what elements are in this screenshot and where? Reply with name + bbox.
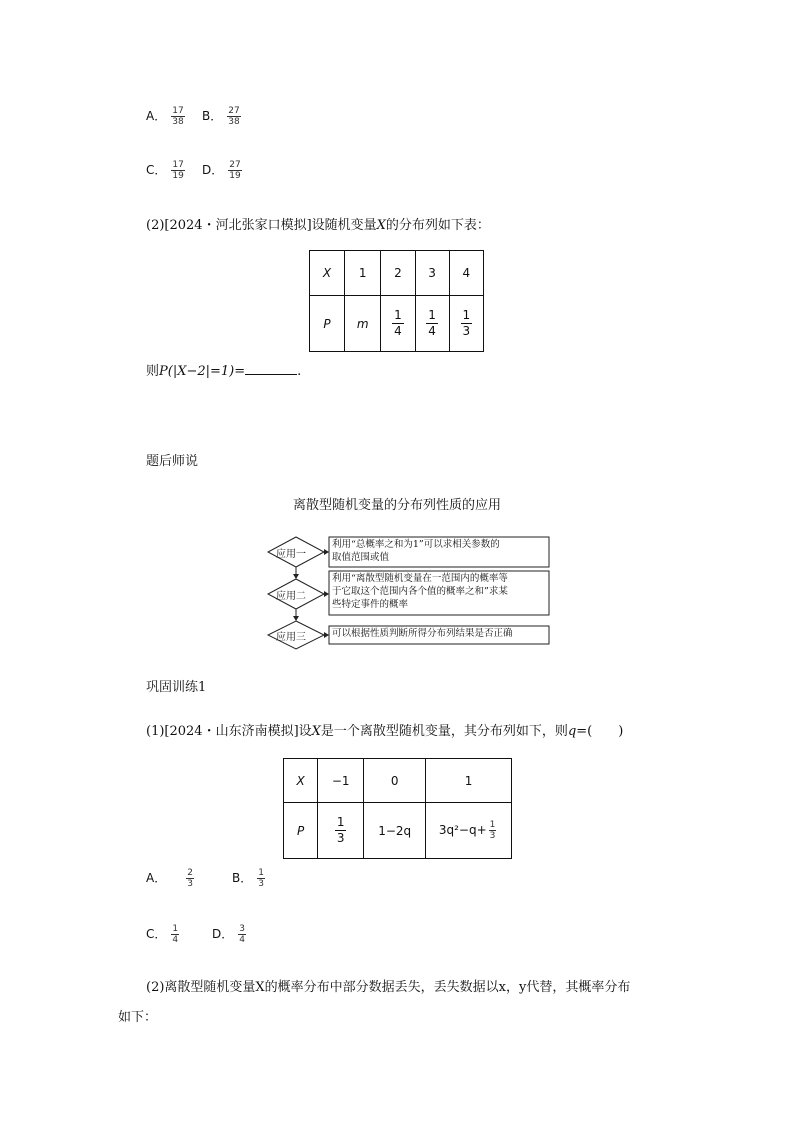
- denominator: 3: [187, 879, 193, 889]
- fraction: [171, 106, 184, 127]
- option-letter: C．: [146, 927, 167, 941]
- box-text-line: 可以根据性质判断所得分布列结果是否正确: [332, 628, 513, 639]
- box-3-text: [332, 627, 546, 640]
- numerator: 17: [172, 160, 184, 170]
- option-letter: D．: [212, 927, 234, 941]
- option-d: [212, 924, 248, 945]
- question-2-ask: [146, 360, 301, 379]
- numerator: 1: [258, 868, 264, 878]
- table-cell: 1: [426, 759, 512, 803]
- table-cell: 0: [364, 759, 426, 803]
- practice-title: 巩固训练1: [146, 680, 207, 695]
- fraction: [489, 820, 497, 841]
- fraction: [392, 308, 404, 339]
- arrow-head: [324, 591, 329, 597]
- fraction: [171, 160, 184, 181]
- option-b: [232, 868, 267, 889]
- denominator: 19: [172, 171, 184, 181]
- question-prefix: (2)[2024・河北张家口模拟]设随机变量: [146, 218, 377, 233]
- table-header-p: P: [310, 296, 345, 352]
- diamond-label-2: 应用二: [276, 591, 306, 602]
- variable: X: [376, 218, 386, 233]
- denominator: 4: [172, 935, 179, 945]
- table-cell: [449, 296, 483, 352]
- denominator: 38: [172, 117, 184, 127]
- table-cell-m: m: [345, 296, 381, 352]
- fraction: [171, 924, 179, 945]
- box-text-line: 取值范围或值: [332, 552, 390, 563]
- distribution-table-1: [309, 250, 484, 352]
- box-text-line: 利用“离散型随机变量在一范围内的概率等: [332, 573, 508, 584]
- table-cell: 2: [381, 251, 415, 296]
- ask-end: .: [297, 364, 302, 379]
- table-header-p: P: [284, 803, 318, 859]
- table-cell: [426, 803, 512, 859]
- box-text-line: 利用“总概率之和为1”可以求相关参数的: [332, 539, 500, 550]
- arrow-head: [293, 574, 299, 579]
- diamond-label-1: 应用一: [276, 549, 306, 560]
- option-a: [146, 868, 196, 889]
- option-c: [146, 160, 187, 181]
- fraction: [227, 106, 240, 127]
- table-cell: −1: [318, 759, 364, 803]
- practice-2-line-2: 如下：: [118, 1010, 158, 1025]
- table-cell: 4: [449, 251, 483, 296]
- option-letter: D．: [202, 163, 224, 177]
- numerator: 1: [428, 308, 436, 322]
- question-2-text: [146, 214, 490, 233]
- option-letter: B．: [202, 109, 223, 123]
- numerator: 17: [172, 106, 184, 116]
- denominator: 3: [336, 831, 345, 845]
- numerator: 2: [187, 868, 193, 878]
- question-middle: 是一个离散型随机变量，其分布列如下，则: [320, 724, 568, 739]
- fraction: [257, 868, 265, 889]
- option-letter: A．: [146, 109, 167, 123]
- denominator: 3: [258, 879, 264, 889]
- option-c: [146, 924, 181, 945]
- arrow-head: [324, 549, 329, 555]
- numerator: 1: [172, 924, 179, 934]
- variable: X: [311, 724, 321, 739]
- box-2-text: [332, 572, 546, 611]
- table-cell: 1: [345, 251, 381, 296]
- fraction: [186, 868, 194, 889]
- option-d: [202, 160, 244, 181]
- option-letter: A．: [146, 871, 167, 885]
- denominator: 3: [489, 831, 496, 841]
- practice-1-text: [146, 720, 623, 739]
- fraction: [238, 924, 246, 945]
- diagram-title: 离散型随机变量的分布列性质的应用: [292, 498, 501, 513]
- numerator: 1: [462, 308, 471, 322]
- fraction: [335, 815, 347, 846]
- ask-prefix: 则: [146, 364, 160, 379]
- option-letter: B．: [232, 871, 253, 885]
- fraction: [426, 308, 438, 339]
- numerator: 1: [336, 815, 345, 829]
- question-suffix: =( ): [576, 724, 624, 739]
- ask-expression: P(|X−2|=1)=: [159, 364, 246, 379]
- denominator: 4: [394, 324, 402, 338]
- denominator: 4: [428, 324, 436, 338]
- diamond-label-3: 应用三: [276, 632, 306, 643]
- box-1-text: [332, 538, 546, 564]
- table-cell: [381, 296, 415, 352]
- numerator: 1: [394, 308, 402, 322]
- question-prefix: (1)[2024・山东济南模拟]设: [146, 724, 312, 739]
- numerator: 3: [239, 924, 245, 934]
- denominator: 19: [229, 171, 241, 181]
- table-header-x: X: [284, 759, 318, 803]
- table-cell: [318, 803, 364, 859]
- denominator: 4: [239, 935, 245, 945]
- denominator: 38: [228, 117, 240, 127]
- option-letter: C．: [146, 163, 167, 177]
- table-cell: 3: [415, 251, 449, 296]
- table-header-x: X: [310, 251, 345, 296]
- fraction: [228, 160, 241, 181]
- table-cell: [415, 296, 449, 352]
- box-text-line: 于它取这个范围内各个值的概率之和”求某: [332, 586, 508, 597]
- arrow-head: [293, 616, 299, 621]
- practice-2-line-1: (2)离散型随机变量X的概率分布中部分数据丢失，丢失数据以x，y代替，其概率分布: [146, 980, 631, 995]
- option-b: [202, 106, 243, 127]
- box-text-line: 些特定事件的概率: [332, 599, 409, 610]
- numerator: 27: [228, 106, 240, 116]
- arrow-head: [324, 632, 329, 638]
- fraction: [461, 308, 473, 339]
- expression: 3q²−q+: [438, 823, 487, 837]
- variable-q: q: [567, 724, 577, 739]
- numerator: 1: [489, 820, 496, 830]
- question-suffix: 的分布列如下表：: [385, 218, 490, 233]
- answer-blank[interactable]: [245, 362, 297, 375]
- distribution-table-2: [283, 758, 512, 859]
- section-title: 题后师说: [146, 454, 199, 469]
- numerator: 27: [229, 160, 241, 170]
- denominator: 3: [462, 324, 471, 338]
- option-a: [146, 106, 187, 127]
- table-cell: 1−2q: [364, 803, 426, 859]
